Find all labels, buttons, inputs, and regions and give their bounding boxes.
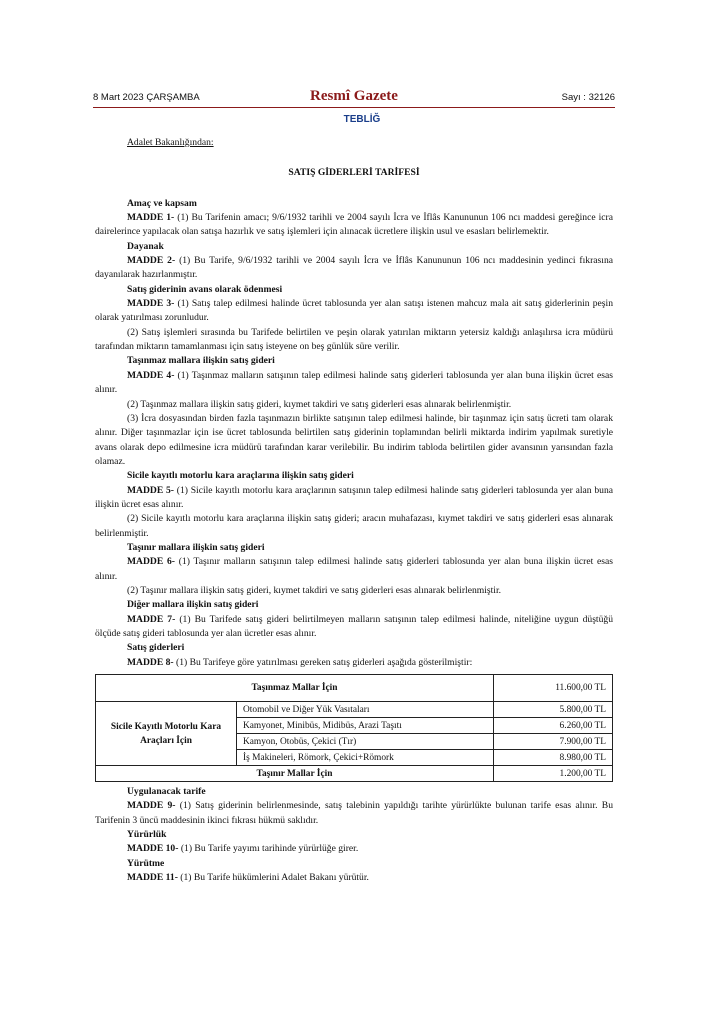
article-9-text: (1) Satış giderinin belirlenmesinde, satış talebinin yapıldığı tarihte yürürlükte bulunan tarife esas alınır. Bu Tarifenin 3 üncü maddesinin ikinci fıkrası hükmü saklıdır. bbox=[95, 800, 613, 826]
fee-vehicle-value: 6.260,00 TL bbox=[494, 718, 613, 734]
fee-tasinir-label: Taşınır Mallar İçin bbox=[96, 766, 494, 782]
fee-vehicle-value: 8.980,00 TL bbox=[494, 750, 613, 766]
header-issue-number: Sayı : 32126 bbox=[561, 92, 615, 103]
article-7 bbox=[95, 613, 613, 642]
article-6-paragraph-2: (2) Taşınır mallara ilişkin satış gideri, kıymet takdiri ve satış giderleri esas alınarak belirlenmiştir. bbox=[127, 584, 502, 596]
article-3-paragraph-2: (2) Satış işlemleri sırasında bu Tarifede belirtilen ve peşin olarak yatırılan miktarın yetersiz kaldığı anlaşılırsa icra müdürü tarafından miktarın tamamlanması için satış isteyene on beş günlük süre verilir. bbox=[95, 326, 613, 353]
fee-vehicle-value: 5.800,00 TL bbox=[494, 702, 613, 718]
article-10-text: (1) Bu Tarife yayımı tarihinde yürürlüğe girer. bbox=[178, 843, 359, 855]
article-7-label: MADDE 7- bbox=[127, 613, 176, 625]
table-row bbox=[96, 675, 613, 702]
heading-yururluk: Yürürlük bbox=[127, 829, 167, 841]
article-11-label: MADDE 11- bbox=[127, 872, 178, 884]
heading-tasinir: Taşınır mallara ilişkin satış gideri bbox=[127, 541, 265, 553]
article-7-text: (1) Bu Tarifede satış gideri belirtilmeyen malların satışının talep edilmesi halinde, niteliğine uygun düştüğü ölçüde satış gideri tablosunda yer alan ücretler esas alınır. bbox=[95, 613, 613, 639]
fee-vehicle-label: Otomobil ve Diğer Yük Vasıtaları bbox=[237, 702, 494, 718]
fee-tasinmaz-label: Taşınmaz Mallar İçin bbox=[96, 675, 494, 702]
article-10-label: MADDE 10- bbox=[127, 843, 179, 855]
article-4-text: (1) Taşınmaz malların satışının talep edilmesi halinde satış giderleri tablosunda yer alan buna ilişkin ücret esas alınır. bbox=[95, 369, 613, 396]
article-4 bbox=[95, 369, 613, 398]
article-3-label: MADDE 3- bbox=[127, 298, 175, 310]
article-5-label: MADDE 5- bbox=[127, 484, 174, 496]
fee-tasinir-value: 1.200,00 TL bbox=[494, 766, 613, 782]
article-6-label: MADDE 6- bbox=[127, 556, 175, 568]
heading-satis-giderleri: Satış giderleri bbox=[127, 642, 185, 654]
article-5 bbox=[95, 484, 613, 513]
header-date: 8 Mart 2023 ÇARŞAMBA bbox=[93, 92, 200, 103]
article-6 bbox=[95, 555, 613, 584]
article-3 bbox=[95, 297, 613, 326]
heading-arac: Sicile kayıtlı motorlu kara araçlarına ilişkin satış gideri bbox=[127, 470, 354, 482]
article-9-label: MADDE 9- bbox=[127, 800, 176, 812]
fee-table bbox=[95, 674, 613, 782]
article-4-paragraph-3: (3) İcra dosyasından birden fazla taşınmazın birlikte satışının talep edilmesi halinde, bir taşınmaz için satış ücreti tam olarak alınır. Diğer taşınmazlar için ise ücret tablosunda belirtilen satış giderinin toplamından belirli miktarda indirim yapılmak suretiyle avans olarak depo edilmesine icra müdürü tarafından karar verilebilir. Bu indirim tabloda belirtilen gider avansının yarısından fazla olamaz. bbox=[95, 412, 613, 467]
heading-uygulanacak: Uygulanacak tarife bbox=[127, 786, 206, 798]
fee-vehicle-label: İş Makineleri, Römork, Çekici+Römork bbox=[237, 750, 494, 766]
article-8 bbox=[95, 656, 613, 670]
article-4-label: MADDE 4- bbox=[127, 369, 175, 381]
page-header bbox=[93, 88, 615, 106]
heading-yurutme: Yürütme bbox=[127, 857, 165, 869]
heading-avans: Satış giderinin avans olarak ödenmesi bbox=[127, 283, 283, 295]
fee-vehicle-label: Kamyon, Otobüs, Çekici (Tır) bbox=[237, 734, 494, 750]
article-9 bbox=[95, 799, 613, 828]
section-label: TEBLİĞ bbox=[343, 114, 381, 125]
fee-tasinmaz-value: 11.600,00 TL bbox=[494, 675, 613, 702]
article-2-label: MADDE 2- bbox=[127, 255, 176, 267]
fee-vehicle-label: Kamyonet, Minibüs, Midibüs, Arazi Taşıtı bbox=[237, 718, 494, 734]
heading-diger: Diğer mallara ilişkin satış gideri bbox=[127, 599, 259, 611]
article-1 bbox=[95, 211, 613, 240]
heading-dayanak: Dayanak bbox=[127, 240, 164, 252]
heading-tasinmaz: Taşınmaz mallara ilişkin satış gideri bbox=[127, 355, 275, 367]
header-title: Resmî Gazete bbox=[310, 88, 398, 104]
article-6-text: (1) Taşınır malların satışının talep edilmesi halinde satış giderleri tablosunda yer alan buna ilişkin ücret esas alınır. bbox=[95, 556, 613, 582]
article-1-label: MADDE 1- bbox=[127, 212, 175, 224]
article-10 bbox=[95, 842, 613, 856]
article-5-paragraph-2: (2) Sicile kayıtlı motorlu kara araçlarına ilişkin satış gideri; aracın muhafazası, kıymet takdiri ve satış giderleri esas alınarak belirlenmiştir. bbox=[95, 513, 613, 539]
issuer: Adalet Bakanlığından: bbox=[127, 137, 214, 148]
article-11 bbox=[95, 871, 613, 885]
article-2 bbox=[95, 254, 613, 283]
fee-vehicle-value: 7.900,00 TL bbox=[494, 734, 613, 750]
article-5-text: (1) Sicile kayıtlı motorlu kara araçlarının satışının talep edilmesi halinde satış giderleri tablosunda yer alan buna ilişkin ücret esas alınır. bbox=[95, 484, 613, 510]
table-row bbox=[96, 702, 613, 718]
article-2-text: (1) Bu Tarife, 9/6/1932 tarihli ve 2004 sayılı İcra ve İflâs Kanununun 106 ncı maddesinin yedinci fıkrasına dayanılarak hazırlanmıştır. bbox=[95, 255, 614, 281]
table-row bbox=[96, 766, 613, 782]
article-8-text: (1) Bu Tarifeye göre yatırılması gereken satış giderleri aşağıda gösterilmiştir: bbox=[173, 656, 473, 668]
article-8-label: MADDE 8- bbox=[127, 656, 174, 668]
header-divider bbox=[93, 107, 615, 108]
article-3-text: (1) Satış talep edilmesi halinde ücret tablosunda yer alan satışı istenen mahcuz mala ait satış giderlerinin peşin olarak yatırılması zorunludur. bbox=[95, 298, 613, 324]
document-body bbox=[95, 136, 613, 885]
article-4-paragraph-2: (2) Taşınmaz mallara ilişkin satış gideri, kıymet takdiri ve satış giderleri esas alınarak belirlenmiştir. bbox=[127, 398, 512, 410]
article-1-text: (1) Bu Tarifenin amacı; 9/6/1932 tarihli ve 2004 sayılı İcra ve İflâs Kanununun 106 ncı maddesi gereğince icra dairelerince yapılacak olan satışa hazırlık ve satış işlemleri için alınacak ücretlere ilişkin usul ve esasları belirlemektir. bbox=[95, 212, 613, 238]
document-title: SATIŞ GİDERLERİ TARİFESİ bbox=[288, 167, 420, 179]
heading-amac: Amaç ve kapsam bbox=[127, 197, 197, 209]
fee-vehicle-group: Sicile Kayıtlı Motorlu Kara Araçları İçin bbox=[96, 702, 237, 766]
article-11-text: (1) Bu Tarife hükümlerini Adalet Bakanı yürütür. bbox=[177, 872, 369, 884]
